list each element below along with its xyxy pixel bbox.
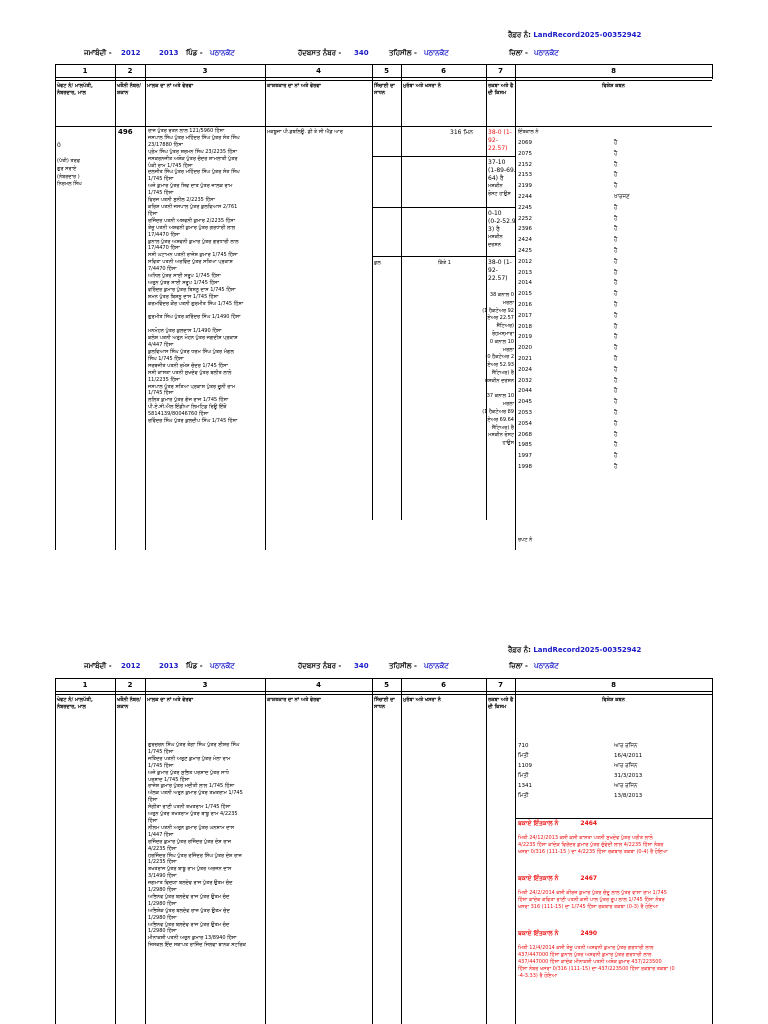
murabba-total: ਕਿੱਤੇ 1 (438, 260, 451, 266)
column-number: 8 (611, 681, 616, 689)
owner-line: 1/745 ਹਿੱਸਾ (148, 176, 174, 183)
mutation-number: 2199 (518, 183, 532, 190)
owner-line: 1/2235 ਹਿੱਸਾ (148, 859, 177, 866)
remark-row (518, 761, 642, 771)
area-text-line: ਰੋਹਮਸ੍ਮਾਰਾ (491, 330, 514, 337)
mutation-row (518, 386, 630, 397)
owner-line: 1/745 ਹਿੱਸਾ (148, 390, 174, 397)
area-text-line: ਮਰਲਾ (502, 346, 514, 353)
mutation-row (518, 214, 630, 225)
column-number: 7 (498, 681, 503, 689)
mutation-row (518, 419, 630, 430)
column-number: 3 (202, 67, 208, 75)
pending-mutation-number: 2467 (580, 875, 598, 882)
column-number: 6 (441, 681, 446, 689)
pending-mutations (518, 819, 710, 980)
mutation-number: 2075 (518, 150, 532, 157)
khewat-note: (ਪੱਤੀ) ਤਰਫ ਗੁਰ ਸਰਾਏ (ਨੰਬਰਦਾਰ ) ਨਿਰਮਲ ਸਿੰਘ (57, 158, 82, 188)
mutation-row (518, 397, 630, 408)
remark-key: ਮਿਤੀ (518, 773, 529, 779)
owner-line: 3/1490 ਹਿੱਸਾ (148, 873, 177, 880)
mutation-number: 2017 (518, 312, 532, 319)
mutation-row (518, 235, 630, 246)
column-header: ਸਿੰਚਾਈ ਦਾ ਸਾਧਨ (374, 697, 395, 710)
mutation-status: ਹੈ (614, 366, 618, 373)
owner-line: ਹਿੱਸਾ (148, 817, 158, 824)
mutation-number: 2068 (518, 431, 532, 438)
mutation-row (518, 462, 630, 473)
column-header: ਵਿਸ਼ੇਸ਼ ਕਥਨ (602, 697, 625, 703)
pending-mutation-number: 2490 (580, 930, 598, 937)
mutation-status: ਹੈ (614, 431, 618, 438)
mutation-status: ਹੈ (614, 334, 618, 341)
pending-mutation-line: ਮਿਤੀ 12/4/2014 ਕਸੀ ਤੇਜੂ ਪਤਨੀ ਅਸ਼ਵਨੀ ਕੁਮਾਰ ਪੁੱਤਰ ਗਰਧਾਰੀ ਲਾਲ (518, 945, 654, 951)
pending-mutation-line: ਹਿੱਸਾ ਕਾਂਦੇਕ ਕਵਿਤਾ ਰਾਣੀ ਪਤਨੀ ਕਸੀ ਪਾਲ ਪੁੱਤਰ ਰੂਪ ਲਾਲ 1/745 ਹਿੱਸਾ ਨੰਬਰ (518, 897, 665, 903)
column-number: 1 (82, 681, 88, 689)
mutation-row (518, 311, 630, 322)
column-header: ਰਕਬਾ ਅਤੇ ਫੈ ਦੀ ਕਿਸਮ (488, 697, 514, 710)
reference-number: ਰੈਫ਼ਰ ਨੰ: LandRecord2025-00352942 (508, 31, 642, 39)
pending-mutation-label: ਬਕਾਏ ਇੰਤਕਾਲ ਨੰ (518, 930, 559, 937)
column-number: 7 (498, 67, 503, 75)
column-number: 1 (82, 67, 88, 75)
mutation-number: 2032 (518, 377, 532, 384)
mutation-status: ਹੈ (614, 247, 618, 254)
remark-key: 710 (518, 743, 529, 749)
owner-line: ਜਗਮਾਤ ਵਿਦਯਾ ਬਲਦੇਵ ਰਾਜ ਪੁੱਤਰ ਉਤਮ ਚੰਦ (148, 880, 233, 887)
owner-line: ਕਰਮਵਿੰਦਰ ਕੌਰ ਪਤਨੀ ਗੁਰਮੀਤ ਸਿੰਘ 1/745 ਹਿੱਸਾ (148, 300, 244, 307)
remark-row (518, 771, 642, 781)
column-number: 5 (384, 681, 389, 689)
owner-line: ਤਖਤਰਾਜ ਪੁੱਤਰ ਬਾਬੂ ਰਾਮ ਪੁੱਤਰ ਅਰਜਨ ਦਾਸ (148, 866, 232, 873)
report-number-label: ਰਪਟ ਨੰ (518, 537, 533, 543)
owner-line: ਗੁਰਮੀਤ ਸਿੰਘ ਪੁੱਤਰ ਕਰਿੰਦਰ ਸਿੰਘ 1/1490 ਹਿੱਸਾ (148, 314, 241, 321)
pending-mutation-label: ਬਕਾਏ ਇੰਤਕਾਲ ਨੰ (518, 820, 559, 827)
mutation-number: 2013 (518, 269, 532, 276)
owner-line: ਅਭਿਨਵ ਪੁੱਤਰ ਬਲਦੇਵ ਰਾਜ ਪੁੱਤਰ ਉਤਮ ਚੰਦ (148, 893, 230, 900)
area-text-line: ਮਸ਼ਕੀਨ ਦਰਸ਼ਨ (484, 377, 514, 384)
area-text-line: ਏਅਰ 69.64 (487, 416, 514, 423)
remark-row (518, 741, 642, 751)
mutation-number: 1985 (518, 442, 532, 449)
owner-line: ਲਲਿਤ ਕੁਮਾਰ ਪੁੱਤਰ ਗੰਜ ਰਾਜ 1/745 ਹਿੱਸਾ (148, 397, 229, 404)
column-header: ਮੁਰੱਬਾ ਅਤੇ ਖਸਰਾ ਨੰ (403, 83, 441, 89)
mutation-status: ਹੈ (614, 291, 618, 298)
mutation-number: 2069 (518, 140, 532, 146)
column-header: ਰਕਬਾ ਅਤੇ ਫੈ ਦੀ ਕਿਸਮ (488, 83, 514, 96)
column-header: ਮਾਲਕ ਦਾ ਨਾਂ ਅਤੇ ਵੇਰਵਾ (147, 83, 194, 89)
mutation-row (518, 451, 630, 462)
irrigation-total: ਕੁਲ (374, 260, 381, 266)
remark-value: 16/4/2011 (614, 753, 643, 759)
column-header: ਖੇਵਟ ਨੰ/ ਮਾਲਪੱਤੀ, ਨੰਬਰਦਾਰ, ਮਾਲ (57, 697, 93, 710)
owner-line: ਦਲਜੀਤ ਸਿੰਘ ਪੁੱਤਰ ਮਹਿੰਦਰ ਸਿੰਘ ਪੁੱਤਰ ਸੰਤ ਸਿੰਘ (148, 169, 240, 176)
mutation-status: ਹੈ (614, 355, 618, 362)
owner-line: ਪਰਸ਼ਾਦ 1/745 ਹਿੱਸਾ (148, 776, 190, 783)
owner-line: ਪੀ.ਏ.ਸੀ.ਐਲ ਇੰਡੀਆ ਲਿਮਟਿਡ ਰਿਊ ਇੱਥੋਂ (148, 404, 227, 411)
remark-value: ਆਰ ਰਜਿਨ (614, 763, 638, 769)
mutation-number: 2153 (518, 172, 532, 179)
mutation-row (518, 278, 630, 289)
owner-line: ਹਰਜਿੰਦਰ ਸਿੰਘ ਪੁੱਤਰ ਰਜਿੰਦਰ ਸਿੰਘ ਪੁੱਤਰ ਦੇਸ਼ ਰਾਜ (148, 852, 242, 859)
owner-line: ਅਰੁਨ ਪੁੱਤਰ ਸਾਈ ਸਰੂਪ 1/745 ਹਿੱਸਾ (148, 279, 219, 286)
owner-line: ਜਿਸਕਲ ਇੰਦ ਸਥਾਪਤ ਰਾਜਿੰਦ ਜਿਲਵਾ ਥਾਨਕ ਸਟਰਿਕ (148, 942, 246, 949)
owner-line: ਜਸਪਾਲ ਸਿੰਘ ਪੁੱਤਰ ਮਹਿੰਦਰ ਸਿੰਘ ਪੁੱਤਰ ਸੰਤ ਸਿੰਘ (148, 134, 240, 141)
mutation-row (518, 365, 630, 376)
area-3: 0-10 (0-2-52.9 3) ਰੈ ਮਸ਼ਕੀਨ ਦਰਸ਼ਨ (488, 210, 516, 248)
owner-line: ਅਭਿਸ਼ੇਕ ਪੁੱਤਰ ਬਲਦੇਵ ਰਾਜ ਪੁੱਤਰ ਉਤਮ ਚੰਦ (148, 907, 230, 914)
owner-line: 23/17880 ਹਿੱਸਾ (148, 141, 183, 148)
column-number: 6 (441, 67, 446, 75)
owner-line: ਜਤਿੰਦਰ ਪਤਨੀ ਅਰੁਣ ਕੁਮਾਰ ਪੁੱਤਰ ਮੇਲਾ ਰਾਮ (148, 755, 231, 762)
column-header: ਖਤੌਨੀ ਨੰਬਰ/ ਸ਼ਕਾਨ (117, 697, 141, 710)
mutation-number: 1997 (518, 453, 532, 460)
area-text-line: (0 ਹੈਕਟੇਅਰ 2 (485, 354, 514, 361)
owner-line: 17/4470 ਹਿੱਸਾ (148, 245, 180, 252)
mutation-status: ਹੈ (614, 280, 618, 287)
mutation-status: ਹੈ (614, 237, 618, 244)
owner-line: ਸੰਗੀਤਾ ਰਾਣੀ ਪਤਨੀ ਤਖਤਰਾਮ 1/745 ਹਿੱਸਾ (148, 804, 231, 811)
mutation-number: 2016 (518, 301, 532, 308)
owner-line: ਕੁਲਵਿਆਸ ਸਿੰਘ ਪੁੱਤਰ ਧਰਮ ਸਿੰਘ ਪੁੱਤਰ ਮੰਗਲ (148, 349, 234, 355)
mutation-row (518, 257, 630, 268)
area-text-line: (1 ਹੈਕਟੇਅਰ 89 (482, 408, 514, 415)
area-text-line: ਸੈਂਟਿਅਰ) ਰੈ (491, 424, 514, 431)
area-text-line: 37 ਕਨਾਲ 10 (486, 393, 514, 400)
mutation-status: ਹੈ (614, 420, 618, 427)
area-text-line: ਏਅਰ 22.57 (487, 315, 514, 322)
mutation-number: 2396 (518, 226, 532, 233)
owner-line: ਪੰਕੀ ਰਾਮ 1/745 ਹਿੱਸਾ (148, 162, 193, 169)
column-number: 4 (316, 681, 321, 689)
mutation-status: ਹੈ (614, 409, 618, 416)
owner-line: 7/4470 ਹਿੱਸਾ (148, 266, 177, 273)
owner-line: ਵਿਰਜ ਪਤਨੀ ਸੁਨੀਲ 2/2235 ਹਿੱਸਾ (148, 197, 215, 204)
mutation-number: 2019 (518, 334, 532, 341)
pending-mutation-line: 437/447000 ਹਿੱਸਾ ਕੁਨਾਲ ਪੁੱਤਰ ਅਸ਼ਵਨੀ ਕੁਮਾਰ ਪੁੱਤਰ ਗਰਧਾਰੀ ਲਾਲ (518, 952, 652, 958)
mutation-status: ਹੈ (614, 161, 618, 168)
mutation-number: 2054 (518, 420, 532, 427)
owner-line: ਸਿੰਘ 1/745 ਹਿੱਸਾ (148, 355, 184, 362)
owner-line: 17/4470 ਹਿੱਸਾ (148, 231, 180, 238)
owner-line: ਅਜੇ ਕੁਮਾਰ ਪੁੱਤਰ ਸ਼ਿਵ ਦਾਤ ਪੁੱਤਰ ਜਾਲਕ ਰਾਮ (148, 183, 233, 190)
mutation-row (518, 322, 630, 333)
owner-line: 1/2980 ਹਿੱਸਾ (148, 900, 177, 907)
owner-line: ਸ਼ਮਨ ਪੁੱਤਰ ਬਿਸ਼ਨੂ ਦਾਸ 1/745 ਹਿੱਸਾ (148, 293, 219, 300)
mutation-status: ਹੈ (614, 453, 618, 460)
mutation-number: 2425 (518, 247, 532, 254)
column-header: ਸਿੰਚਾਈ ਦਾ ਸਾਧਨ (374, 83, 395, 96)
area-text-line: 0 ਕਨਾਲ 10 (489, 338, 514, 345)
mutation-row (518, 246, 630, 257)
remark-key: ਮਿਤੀ (518, 793, 529, 799)
pending-mutation-line: ਖਸਰਾ 0/316 (111-15 ) ਦਾ 4/2235 ਹਿੱਸਾ ਰਕਬਾਰ ਤਕਬਾ (0-4) ਰੈ ਹੋਇਆ (518, 849, 668, 855)
owner-line: ਜਸਪਾਲ ਪੁੱਤਰ ਸਤਿਆ ਪ੍ਰਕਾਸ਼ ਪੁੱਤਰ ਚੂਨੀ ਰਾਮ (148, 383, 236, 390)
area-total: 38-0 (1- 92- 22.57) (488, 259, 512, 282)
mutation-row (518, 300, 630, 311)
tenant-name: ਮਕਬੂਜਾ ਪੀ.ਡਬਲਿਊ. ਡੀ ਤੇ ਸੀ ਐਂਡ ਆਰ (267, 129, 343, 135)
mutation-row (518, 408, 630, 419)
mutation-status: ਹੈ (614, 399, 618, 406)
mutation-status: ਹੈ (614, 388, 618, 395)
mutation-row (518, 181, 630, 192)
mutation-number: 2018 (518, 323, 532, 330)
mutation-number: 2152 (518, 161, 532, 168)
owner-line: ਅਜੇ ਕੁਮਾਰ ਪੁੱਤਰ ਸੁਭਿਤ ਪਰਸ਼ਾਦ ਪੁੱਤਰ ਸਾਧੋ (148, 769, 229, 776)
mutation-status: ਹੈ (614, 323, 618, 330)
owner-line: ਗੁਰਚਰਨ ਸਿੰਘ ਪੁੱਤਰ ਤੇਗਾ ਸਿੰਘ ਪੁੱਤਰ ਈਸ਼ਰ ਸਿੰਘ (148, 742, 240, 748)
mutation-row (518, 160, 630, 171)
mutation-status: ਹੈ (614, 345, 618, 352)
owner-line: ਪ੍ਰੇਮ ਸਿੰਘ ਪੁੱਤਰ ਸ਼ਰਮਨ ਸਿੰਘ 23/2235 ਹਿੱਸਾ (148, 148, 238, 155)
mutation-status: ਹੈ (614, 269, 618, 276)
owner-line: ਹਿੱਸਾ (148, 797, 158, 804)
mutation-row (518, 138, 630, 149)
area-text-line: ਮਸ਼ਕੀਨ ਰੋਸਟ (488, 432, 514, 439)
mutation-number: 2024 (518, 366, 532, 373)
mutation-row (518, 376, 630, 387)
area-text-line (454, 386, 514, 394)
owner-line: 1/2980 ਹਿੱਸਾ (148, 928, 177, 935)
remark-row (518, 751, 642, 761)
column-header: ਖੇਵਟ ਨੰ/ ਮਾਲਪੱਤੀ, ਨੰਬਰਦਾਰ, ਮਾਲ (57, 83, 93, 96)
owner-line: ਜਸਕਰਨਜੀਤ ਅਸ਼ੋਕ ਪੁੱਤਰ ਚੰਦਰ ਸ਼ਾਮਲਾਤੀ ਪੁੱਤਰ (148, 155, 238, 162)
pending-mutation-heading (518, 874, 710, 884)
remark-key: ਮਿਤੀ (518, 753, 529, 759)
mutation-number: 2012 (518, 258, 532, 265)
mutation-row (518, 268, 630, 279)
mutation-status: ਹੈ (614, 140, 618, 146)
owner-line: ਰਜਿੰਦਰ ਪਤਨੀ ਅਸ਼ਵਨੀ ਕੁਮਾਰ 2/2235 ਹਿੱਸਾ (148, 217, 236, 224)
mutation-status: ਹੈ (614, 442, 618, 449)
owner-line: 4/2235 ਹਿੱਸਾ (148, 845, 177, 852)
owner-line: ਤੇਜੂ ਪਤਨੀ ਅਸ਼ਵਨੀ ਕੁਮਾਰ ਪੁੱਤਰ ਗਰਧਾਰੀ ਲਾਲ (148, 224, 236, 231)
owner-line: ਸਰਬਜੀਤ ਪਤਨੀ ਰਮੇਸ਼ ਚੰਦਰ 1/745 ਹਿੱਸਾ (148, 362, 228, 369)
mutation-status: ਹੈ (614, 463, 618, 470)
owner-list (148, 742, 264, 949)
mutation-row (518, 224, 630, 235)
column-header: ਕਾਸ਼ਤਕਾਰ ਦਾ ਨਾਂ ਅਤੇ ਵੇਰਵਾ (267, 697, 321, 703)
mutation-status: ਹੈ (614, 301, 618, 308)
reference-number: ਰੈਫ਼ਰ ਨੰ: LandRecord2025-00352942 (508, 646, 642, 654)
owner-line: ਕਰਿਸ਼ ਪਤਨੀ ਜਸਪਾਲ ਪੁੱਤਰ ਕੁਲਵਿਆਸ 2/761 (148, 203, 238, 210)
owner-line: ਮਨਮੋਹਨ ਪੁੱਤਰ ਕੁਲਦਾਸ 1/1490 ਹਿੱਸਾ (148, 328, 222, 335)
area-text-line: ਸੈਂਟਿਅਰ) (496, 323, 514, 330)
area-text-line: (1 ਹੈਕਟੇਅਰ 92 (482, 307, 514, 314)
remark-value: 31/3/2013 (614, 773, 643, 779)
mutation-number: 2020 (518, 345, 532, 352)
owner-line: ਵਰਿੰਦਰ ਕੁਮਾਰ ਪੁੱਤਰ ਬਿਸ਼ਨੂ ਦਾਸ 1/745 ਹਿੱਸਾ (148, 286, 236, 293)
column-number: 2 (127, 67, 133, 75)
mutation-number: 2245 (518, 204, 532, 211)
mutation-row (518, 332, 630, 343)
owner-line: ਅੱਲਕ ਪਤਨੀ ਅਰੁਨ ਕੁਮਾਰ ਪੁੱਤਰ ਤਖ਼ਤਰਾਮ 1/745 (148, 790, 243, 797)
mutation-status: ਹੈ (614, 215, 618, 222)
mutation-status: ਹੈ (614, 183, 618, 190)
khatauni-number: 496 (118, 128, 133, 136)
mutation-number: 2044 (518, 388, 532, 395)
column-number: 5 (384, 67, 389, 75)
owner-line: ਮੀਨਾਕਸ਼ੀ ਪਤਨੀ ਅਰੁਨ ਕੁਮਾਰ 13/8940 ਹਿੱਸਾ (148, 935, 237, 942)
pending-mutation-line: ਖਸਰਾ 316 (111-15) ਦਾ 1/745 ਹਿੱਸਾ ਰਕਬਾਰ ਤਕਬਾ (0-3) ਰੈ ਹੋਇਆ (518, 904, 659, 910)
pending-mutation-line: 4/2235 ਹਿੱਸਾ ਕਾਂਦੇਕ ਵਿਰੇਂਦਰ ਕੁਮਾਰ ਪੁੱਤਰ ਦੁੱਵੇਦੀ ਲਾਲ 4/2235 ਹਿੱਸਾ ਨੰਬਰ (518, 842, 664, 848)
area-2: 37-10 (1-89-69. 64) ਰੈ ਮਸ਼ਕੀਨ ਰੋਸਟ ਹਾਉਸ (488, 159, 516, 197)
area-description (454, 292, 514, 448)
mutation-row (518, 149, 630, 160)
murabba-khasra: 316 ਮਿਨ (450, 129, 473, 136)
area-text-line: ਮਰਲਾ (502, 299, 514, 306)
mutation-row (518, 343, 630, 354)
mutation-status: ਹੈ (614, 377, 618, 384)
owner-line: ਕਲੇਸ਼ ਪਤਨੀ ਅਰੁਨ ਮੋਹਨ ਪੁੱਤਰ ਜਗਦੀਸ਼ ਪ੍ਰਕਾਸ਼ (148, 335, 238, 342)
pending-mutation-number: 2464 (580, 820, 598, 827)
area-text-line: 38 ਕਨਾਲ 0 (489, 292, 514, 298)
remark-key: 1341 (518, 783, 532, 789)
owner-line: ਰਾਜੇਸ਼ ਕੁਮਾਰ ਪੁੱਤਰ ਮਦੀਤੀ ਲਾਲ 1/745 ਹਿੱਸਾ (148, 783, 235, 790)
owner-line: ਅਰੁਨ ਪੁੱਤਰ ਤਖਤਰਾਮ ਪੁੱਤਰ ਬਾਬੂ ਰਾਮ 4/2235 (148, 811, 238, 818)
owner-line: 1/2980 ਹਿੱਸਾ (148, 887, 177, 894)
mutation-number: 2045 (518, 399, 532, 406)
mutation-row (518, 440, 630, 451)
owner-line: ਸਸੀ ਘਟਾਮਨ ਪਤਨੀ ਰਾਜੇਸ਼ ਕੁਮਾਰ 1/745 ਹਿੱਸਾ (148, 252, 238, 259)
owner-line: 4/447 ਹਿੱਸਾ (148, 342, 174, 349)
mutation-row (518, 192, 630, 203)
khewat-number: 0 (57, 142, 61, 149)
column-header: ਮਾਲਕ ਦਾ ਨਾਂ ਅਤੇ ਵੇਰਵਾ (147, 697, 194, 703)
area-1: 38-0 (1- 92- 22.57) (488, 129, 512, 152)
remark-key: 1109 (518, 763, 532, 769)
owner-line: 1/2980 ਹਿੱਸਾ (148, 914, 177, 921)
owner-line: ਸਵਿਤਾ ਪਤਨੀ ਅਰਵਿੰਦ ਪੁੱਤਰ ਸਤਿਆ ਪ੍ਰਕਾਸ਼ (148, 259, 233, 266)
mutation-list (518, 138, 630, 473)
remark-row (518, 791, 642, 801)
area-text-line: ਸੈਂਟਿਅਰ) ਰੈ (491, 369, 514, 376)
column-header: ਕਾਸ਼ਤਕਾਰ ਦਾ ਨਾਂ ਅਤੇ ਵੇਰਵਾ (267, 83, 321, 89)
mutation-row (518, 170, 630, 181)
mutation-status: ਹੈ (614, 312, 618, 319)
owner-line: ਸਸੀ ਕਾਸਤਾ ਪਤਨੀ ਸੁਖਦੇਵ ਪੁੱਤਰ ਬਲੀਤ ਲਾਲੋ (148, 369, 232, 376)
owner-line: 11/2235 ਹਿੱਸਾ (148, 376, 180, 383)
mutation-status: ਹੈ (614, 150, 618, 157)
owner-list (148, 128, 264, 425)
mutation-number: 1998 (518, 463, 532, 470)
mutation-number: 2014 (518, 280, 532, 287)
mutation-number: 2424 (518, 237, 532, 244)
owner-line: ਹਿੱਸਾ (148, 210, 158, 217)
owner-line: ਨੀਲਮ ਪਤਨੀ ਅਰੁਨ ਕੁਮਾਰ ਪੁੱਤਰ ਘਨਸ਼ਾਮ ਦਾਸ (148, 824, 235, 831)
owner-line: ਰਾਜ ਪੁੱਤਰ ਰਤਨ ਲਾਲ 121/5960 ਹਿੱਸਾ (148, 128, 225, 134)
mutation-heading: ਇੰਤਕਾਲ ਨੰ (518, 129, 539, 135)
pending-mutation-heading (518, 929, 710, 939)
mutation-row (518, 430, 630, 441)
column-number: 3 (202, 681, 208, 689)
owner-line: 1/745 ਹਿੱਸਾ (148, 190, 174, 197)
pending-mutation-line: ਮਿਤੀ 24/12/2013 ਕਸੀ ਕਸੀ ਕਾਸਤਾ ਪਤਨੀ ਸੁਖਦੇਵ ਪੁੱਤਰ ਪਰੀਤ ਲਾਲੋ (518, 835, 653, 841)
column-number: 2 (127, 681, 133, 689)
mutation-status: ਹੈ (614, 226, 618, 233)
mutation-row (518, 354, 630, 365)
mutation-row (518, 203, 630, 214)
mutation-number: 2015 (518, 291, 532, 298)
pending-mutation-text (518, 945, 710, 980)
pending-mutation-line: ਹਿੱਸਾ ਨੰਬਰ ਖਸਰਾ 0/316 (111-15) ਦਾ 437/223500 ਹਿੱਸਾ ਰਕਬਾਰ ਤਕਬਾ (0 (518, 966, 675, 972)
mutation-number: 2053 (518, 409, 532, 416)
owner-line: ਅਨਿਲ ਪੁੱਤਰ ਸਾਈ ਸਰੂਪ 1/745 ਹਿੱਸਾ (148, 273, 221, 280)
pending-mutation-heading (518, 819, 710, 829)
mutation-number: 2021 (518, 355, 532, 362)
owner-line: ਕੁਨਾਲ ਪੁੱਤਰ ਅਸ਼ਵਨੀ ਕੁਮਾਰ ਪੁੱਤਰ ਗਰਧਾਰੀ ਲਾਲ (148, 238, 239, 245)
column-header: ਵਿਸ਼ੇਸ਼ ਕਥਨ (602, 83, 625, 89)
mutation-reference-list (518, 741, 642, 801)
area-text-line: ਹਾਉਸ (502, 440, 514, 447)
area-text-line: ਏਅਰ 52.93 (487, 362, 514, 369)
mutation-number: 2244 (518, 193, 532, 200)
remark-value: ਆਰ ਰਜਿਨ (614, 783, 638, 789)
column-header: ਖਤੌਨੀ ਨੰਬਰ/ ਸ਼ਕਾਨ (117, 83, 141, 96)
mutation-status: ਹੈ (614, 258, 618, 265)
pending-mutation-text (518, 890, 710, 911)
mutation-number: 2252 (518, 215, 532, 222)
mutation-status: ਹੈ (614, 204, 618, 211)
pending-mutation-label: ਬਕਾਏ ਇੰਤਕਾਲ ਨੰ (518, 875, 559, 882)
owner-line: ਅਭਿਨਵ ਪੁੱਤਰ ਬਲਦੇਵ ਰਾਜ ਪੁੱਤਰ ਉਤਮ ਚੰਦ (148, 921, 230, 928)
owner-line: 1/745 ਹਿੱਸਾ (148, 748, 174, 755)
mutation-status: ਖਾਰਜਣ (614, 193, 630, 200)
remark-row (518, 781, 642, 791)
area-text-line: ਮਰਲਾ (502, 401, 514, 408)
pending-mutation-line: 437/447000 ਹਿੱਸਾ ਕਾਂਦੇਕ ਮੀਨਾਕਸ਼ੀ ਪਤਨੀ ਅਸ਼ੋਕ ਕੁਮਾਰ 437/223500 (518, 959, 662, 965)
pending-mutation-line: ਮਿਤੀ 24/2/2014 ਕਸੀ ਕੀਰਜ ਕੁਮਾਰ ਪੁੱਤਰ ਚੰਦੂ ਲਾਲ ਪੁੱਤਰ ਵਾਸਾ ਰਾਮ 1/745 (518, 890, 667, 896)
owner-line: 1/447 ਹਿੱਸਾ (148, 831, 174, 838)
owner-line: ਰਜਿੰਦਰ ਕੁਮਾਰ ਪੁੱਤਰ ਰਜਿੰਦਰ ਪੁੱਤਰ ਦੇਸ਼ ਰਾਜ (148, 838, 232, 845)
column-number: 8 (611, 67, 616, 75)
owner-line: ਰਵਿੰਦਰ ਸਿੰਘ ਪੁੱਤਰ ਕੁਲਦੀਪ ਸਿੰਘ 1/745 ਹਿੱਸਾ (148, 418, 238, 425)
pending-mutation-text (518, 835, 710, 856)
pending-mutation-line: -4-3.33) ਰੈ ਹੋਇਆ (518, 973, 558, 979)
owner-line: 1/745 ਹਿੱਸਾ (148, 762, 174, 769)
remark-value: 13/8/2013 (614, 793, 643, 799)
owner-line: 5814139/80046760 ਹਿੱਸਾ (148, 411, 209, 418)
remark-value: ਆਰ ਰਜਿਨ (614, 743, 638, 749)
column-number: 4 (316, 67, 321, 75)
mutation-row (518, 289, 630, 300)
column-header: ਮੁਰੱਬਾ ਅਤੇ ਖਸਰਾ ਨੰ (403, 697, 441, 703)
mutation-status: ਹੈ (614, 172, 618, 179)
